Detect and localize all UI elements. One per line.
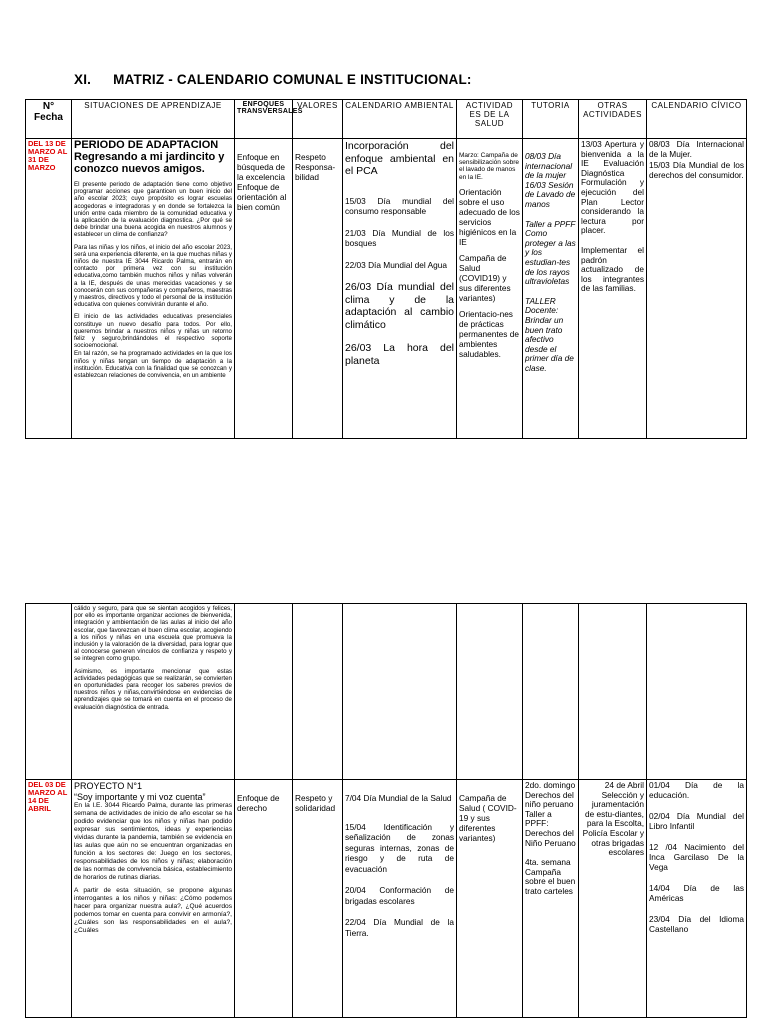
calendario-ambiental-cell bbox=[343, 604, 457, 780]
valores-cell bbox=[293, 604, 343, 780]
header-situaciones: SITUACIONES DE APRENDIZAJE bbox=[72, 100, 235, 139]
salud-item: Campaña de Salud (COVID19) y sus diferentes variantes) bbox=[459, 252, 511, 303]
salud-item: Orientacio-nes de prácticas permanentes de ambientes saludables. bbox=[459, 308, 519, 359]
calendario-ambiental-cell bbox=[343, 139, 457, 439]
page-title bbox=[74, 72, 472, 87]
situacion-cell bbox=[72, 604, 235, 780]
tutoria-cell bbox=[523, 139, 579, 439]
paragraph: El presente periodo de adaptación tiene como objetivo programar acciones que garanticen un buen inicio del año escolar 2023; cuyo propósito es lograr escuelas acogedoras e integradoras y en donde se fortalezca la unión entre cada miembro de la comunidad educativa y la aplicación de la evaluación diagnostica. ¿Por qué se debe brindar una buena acogida en nuestros alumnos y establecer un clima de confianza? bbox=[74, 181, 232, 239]
situacion-cell bbox=[72, 780, 235, 1018]
fecha-text: DEL 13 DE MARZO AL 31 DE MARZO bbox=[28, 139, 68, 172]
enfoque-text: Enfoque de derecho bbox=[237, 793, 280, 813]
otras-actividades-cell bbox=[579, 139, 647, 439]
table-row bbox=[26, 139, 747, 439]
header-row bbox=[26, 100, 747, 139]
header-valores: VALORES bbox=[293, 100, 343, 139]
header-enfoques: ENFOQUES TRANSVERSALES bbox=[235, 100, 293, 139]
calendario-ambiental-cell bbox=[343, 780, 457, 1018]
proyecto-title: “Soy importante y mi voz cuenta” bbox=[74, 791, 206, 802]
paragraph: A partir de esta situación, se propone algunas interrogantes a los niños y niñas: ¿Cómo podemos hacer para organizar nuestra aula?, ¿Qué acuerdos podemos tomar en cuenta para convivir en armonía?, ¿Cuáles son las responsabilidades en el aula?, ¿Cuáles bbox=[74, 887, 232, 934]
salud-item: Campaña de Salud ( COVID-19 y sus diferentes variantes) bbox=[459, 793, 517, 843]
matrix-table-continued bbox=[25, 603, 747, 1018]
salud-item: Marzo: Campaña de sensibilización sobre el lavado de manos en la IE. bbox=[459, 152, 519, 181]
enfoque-text: Enfoque en búsqueda de la excelencia Enfoque de orientación al bien común bbox=[237, 152, 287, 212]
calendario-civico-cell bbox=[647, 139, 747, 439]
ambiental-item: 22/03 Día Mundial del Agua bbox=[345, 259, 447, 270]
fecha-cell bbox=[26, 139, 72, 439]
civico-item: 02/04 Día Mundial del Libro Infantil bbox=[649, 811, 744, 831]
ambiental-item: 22/04 Día Mundial de la Tierra. bbox=[345, 917, 454, 938]
header-tutoria: TUTORIA bbox=[523, 100, 579, 139]
table-row bbox=[26, 604, 747, 780]
fecha-text: DEL 03 DE MARZO AL 14 DE ABRIL bbox=[28, 780, 68, 813]
calendario-civico-cell bbox=[647, 780, 747, 1018]
actividades-salud-cell bbox=[457, 780, 523, 1018]
fecha-cell bbox=[26, 780, 72, 1018]
situacion-cell bbox=[72, 139, 235, 439]
civico-item: 01/04 Día de la educación. bbox=[649, 780, 744, 800]
table-row bbox=[26, 780, 747, 1018]
header-calendario-civico: CALENDARIO CÍVICO bbox=[647, 100, 747, 139]
otras-item: Implementar el padrón actualizado de los integrantes de las familias. bbox=[581, 244, 644, 294]
tutoria-item: Taller a PPFF Como proteger a las y los estudian-tes de los rayos ultravioletas bbox=[525, 218, 576, 287]
paragraph: Para las niñas y los niños, el inicio del año escolar 2023, será una experiencia diferente, en la que muchas niñas y niños de nuestra IE 3044 Ricardo Palma, entrarán en contacto por primera vez con su institución educativa,como también muchos niños y niñas volverán a la IE, después de unas merecidas vacaciones y se conocerán con sus compañeras y compañeros, maestras y maestros, directivos y todo el personal de la institución educativa con quienes convivirán durante el año. bbox=[74, 243, 232, 309]
ambiental-item: 26/03 Día mundial del clima y de la adaptación al cambio climático bbox=[345, 281, 454, 331]
fecha-cell bbox=[26, 604, 72, 780]
civico-item: 12 /04 Nacimiento del Inca Garcilaso De la Vega bbox=[649, 842, 744, 872]
civico-item: 15/03 Día Mundial de los derechos del consumidor. bbox=[649, 160, 744, 180]
ambiental-item: 26/03 La hora del planeta bbox=[345, 342, 454, 367]
matrix-table bbox=[25, 99, 747, 439]
ambiental-item: 15/04 Identificación y señalización de zonas seguras internas, zonas de riesgo y de ruta de evacuación bbox=[345, 821, 454, 874]
tutoria-item: 2do. domingo Derechos del niño peruano Taller a PPFF: Derechos del Niño Peruano bbox=[525, 780, 576, 848]
calendario-civico-cell bbox=[647, 604, 747, 780]
paragraph: Asimismo, es importante mencionar que estas actividades pedagógicas que se realizarán, se convierten en oportunidades para recoger los saberes previos de nuestros niños y niñas,convirtiéndose en evidencias de aprendizajes que se tomará en cuenta en el proceso de evaluación diagnóstica de entrada. bbox=[74, 667, 232, 711]
otras-actividades-cell bbox=[579, 780, 647, 1018]
civico-item: 08/03 Día Internacional de la Mujer. bbox=[649, 139, 744, 159]
tutoria-cell bbox=[523, 604, 579, 780]
tutoria-cell bbox=[523, 780, 579, 1018]
enfoque-cell bbox=[235, 139, 293, 439]
paragraph: En tal razón, se ha programado actividades en la que los niños y niñas tengan un tiempo de adaptación a la institución. Educativa con la finalidad que se conozcan y establezcan relaciones de convivencia, en un ambiente bbox=[74, 350, 232, 380]
valores-text: Respeto Responsa-bilidad bbox=[295, 152, 336, 182]
salud-item: Orientación sobre el uso adecuado de los servicios higiénicos en la IE bbox=[459, 186, 520, 247]
ambiental-item: 15/03 Día mundial del consumo responsable bbox=[345, 195, 454, 216]
paragraph: cálido y seguro, para que se sientan acogidos y felices, por ello es importante organizar acciones de bienvenida, integración y ambientación de las aulas al inicio del año escolar, que favorezcan el buen clima escolar, acogiendo a los niños y niñas en una escuela que promueva la inclusión y la valoración de la diversidad, para lograr que al conocerse generen vínculos de confianza y respeto y se integren como grupo. bbox=[74, 605, 232, 663]
tutoria-item: 08/03 Día internacional de la mujer bbox=[525, 151, 573, 181]
valores-cell bbox=[293, 780, 343, 1018]
section-title: MATRIZ - CALENDARIO COMUNAL E INSTITUCIONAL: bbox=[113, 72, 472, 87]
enfoque-cell bbox=[235, 604, 293, 780]
ambiental-item: 20/04 Conformación de brigadas escolares bbox=[345, 885, 454, 906]
actividades-salud-cell bbox=[457, 139, 523, 439]
tutoria-item: TALLER Docente: Brindar un buen trato afectivo desde el primer día de clase. bbox=[525, 295, 574, 373]
section-number: XI. bbox=[74, 72, 92, 87]
tutoria-item: 4ta. semana Campaña sobre el buen trato carteles bbox=[525, 857, 576, 896]
tutoria-item: 16/03 Sesión de Lavado de manos bbox=[525, 179, 576, 209]
enfoque-cell bbox=[235, 780, 293, 1018]
ambiental-item: 21/03 Día Mundial de los bosques bbox=[345, 227, 454, 248]
valores-cell bbox=[293, 139, 343, 439]
actividades-salud-cell bbox=[457, 604, 523, 780]
header-actividades-salud: ACTIVIDAD ES DE LA SALUD bbox=[457, 100, 523, 139]
valores-text: Respeto y solidaridad bbox=[295, 793, 336, 813]
civico-item: 23/04 Día del Idioma Castellano bbox=[649, 914, 744, 934]
otras-actividades-cell bbox=[579, 604, 647, 780]
paragraph: En la I.E. 3044 Ricardo Palma, durante las primeras semana de actividades de inicio de año escolar se ha podido evidenciar que los niños y niñas han podido expresar sus sentimientos, ideas y experiencias vividas durante la pandemia, también se evidencia en las aulas que aún no se encuentran organizadas en función a los sectores de: Juego en los sectores, responsabilidades de los niños y niñas; elaboración de las normas de convivencia básica, establecimiento de horarios de rutinas diarias. bbox=[74, 802, 232, 881]
proyecto-number: PROYECTO N°1 bbox=[74, 781, 142, 791]
otras-item: 13/03 Apertura y bienvenida a la IE Evaluación Diagnóstica Formulación y ejecución del Plan Lector considerando la lectura por placer. bbox=[581, 139, 644, 236]
header-otras-actividades: OTRAS ACTIVIDADES bbox=[579, 100, 647, 139]
paragraph: El inicio de las actividades educativas presenciales constituye un nuevo desafío para todos. Por ello, queremos brindar a nuestros niños y niñas un retorno feliz y seguro,brindándoles el respectivo soporte socioemocional. bbox=[74, 313, 232, 350]
ambiental-item: 7/04 Día Mundial de la Salud bbox=[345, 793, 452, 803]
situacion-subtitle: Regresando a mi jardincito y conozco nuevos amigos. bbox=[74, 151, 225, 175]
otras-item: 24 de Abril Selección y juramentación de estu-diantes, para la Escolta, Policía Escolar y otras brigadas escolares bbox=[582, 780, 644, 858]
header-calendario-ambiental: CALENDARIO AMBIENTAL bbox=[343, 100, 457, 139]
header-fecha: N° Fecha bbox=[26, 100, 72, 139]
ambiental-item: Incorporación del enfoque ambiental en el PCA bbox=[345, 140, 454, 177]
civico-item: 14/04 Día de las Américas bbox=[649, 883, 744, 903]
situacion-title: PERIODO DE ADAPTACION bbox=[74, 139, 219, 151]
